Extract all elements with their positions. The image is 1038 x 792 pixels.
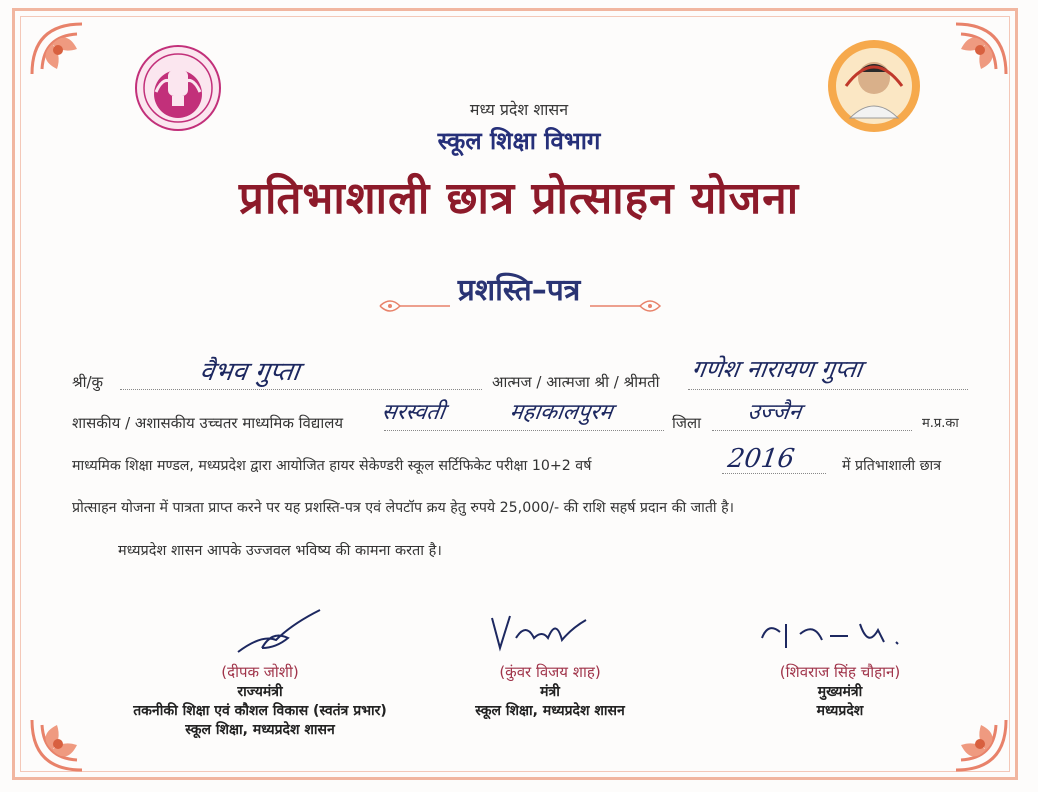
floral-corner-icon — [926, 14, 1016, 104]
school-place: महाकालपुरम — [508, 400, 615, 425]
school-type-label: शासकीय / अशासकीय उच्चतर माध्यमिक विद्यालय — [72, 414, 344, 432]
scheme-title: प्रतिभाशाली छात्र प्रोत्साहन योजना — [238, 173, 800, 224]
exam-year: 2016 — [725, 444, 797, 474]
school-dotted-line — [384, 429, 664, 431]
exam-line: माध्यमिक शिक्षा मण्डल, मध्यप्रदेश द्वारा आयोजित हायर सेकेण्डरी स्कूल सर्टिफिकेट परीक्षा 10+2 वर्ष — [72, 458, 592, 474]
signature-scrawl-2 — [486, 608, 596, 658]
signatory-dept: स्कूल शिक्षा, मध्यप्रदेश शासन — [475, 703, 625, 719]
signatory-dept: तकनीकी शिक्षा एवं कौशल विकास (स्वतंत्र प्रभार) — [133, 703, 387, 719]
district-dotted-line — [712, 429, 912, 431]
certificate-title: प्रशस्ति–पत्र — [457, 273, 581, 308]
signature-block-3 — [730, 662, 950, 720]
signatory-role: मंत्री — [540, 684, 560, 700]
student-name: वैभव गुप्ता — [197, 357, 302, 387]
title-flourish-icon — [370, 286, 670, 326]
parent-dotted-line — [688, 388, 968, 390]
signatory-role: मुख्यमंत्री — [817, 684, 863, 700]
signature-block-2 — [420, 662, 680, 720]
state-suffix: म.प्र.का — [922, 416, 959, 431]
signatory-dept: मध्यप्रदेश — [816, 703, 864, 719]
exam-line-end: में प्रतिभाशाली छात्र — [842, 458, 942, 474]
relation-label: आत्मज / आत्मजा श्री / श्रीमती — [492, 373, 660, 391]
district-name: उज्जैन — [746, 400, 803, 425]
floral-corner-icon — [22, 690, 112, 780]
government-name: मध्य प्रदेश शासन — [469, 100, 569, 119]
school-name: सरस्वती — [380, 400, 447, 425]
signatory-role: राज्यमंत्री — [237, 684, 283, 700]
award-line: प्रोत्साहन योजना में पात्रता प्राप्त करने पर यह प्रशस्ति-पत्र एवं लेपटॉप क्रय हेतु रुपये 25,000/- की राशि सहर्ष प्रदान की जाती है। — [72, 500, 735, 516]
signature-block-1 — [110, 662, 410, 739]
department-name: स्कूल शिक्षा विभाग — [437, 127, 601, 155]
floral-corner-icon — [22, 14, 112, 104]
signatory-dept: स्कूल शिक्षा, मध्यप्रदेश शासन — [185, 722, 335, 738]
signature-scrawl-3 — [756, 612, 916, 660]
parent-name: गणेश नारायण गुप्ता — [689, 355, 864, 383]
wish-line: मध्यप्रदेश शासन आपके उज्जवल भविष्य की कामना करता है। — [118, 543, 442, 559]
signature-scrawl-1 — [232, 604, 328, 660]
district-label: जिला — [672, 414, 702, 432]
prefix-label: श्री/कु — [72, 373, 104, 391]
signatory-name: (दीपक जोशी) — [221, 663, 299, 681]
name-dotted-line — [120, 388, 482, 390]
signatory-name: (शिवराज सिंह चौहान) — [779, 663, 901, 681]
signatory-name: (कुंवर विजय शाह) — [499, 663, 601, 681]
